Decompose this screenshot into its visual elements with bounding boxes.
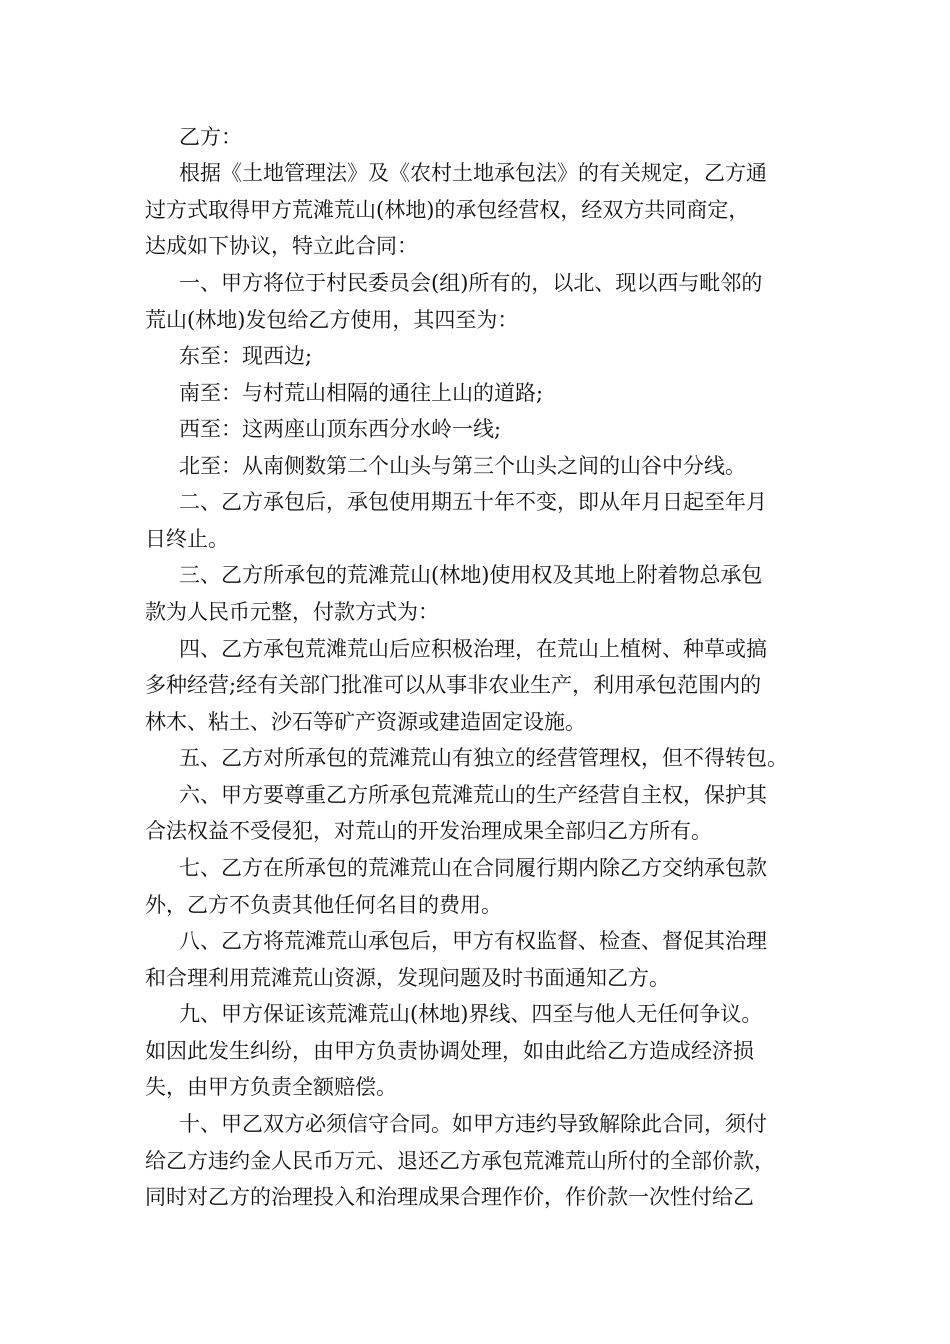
text-line-clause-9: 九、甲方保证该荒滩荒山(林地)界线、四至与他人无任何争议。 xyxy=(179,1002,763,1026)
text-line-clause-8: 八、乙方将荒滩荒山承包后，甲方有权监督、检查、督促其治理 xyxy=(179,929,767,953)
text-line: 和合理利用荒滩荒山资源，发现问题及时书面通知乙方。 xyxy=(145,966,670,990)
text-line: 失，由甲方负责全额赔偿。 xyxy=(145,1075,397,1099)
text-line: 日终止。 xyxy=(145,527,229,551)
text-line-clause-1: 一、甲方将位于村民委员会(组)所有的，以北、现以西与毗邻的 xyxy=(179,271,763,295)
text-line: 达成如下协议，特立此合同： xyxy=(145,234,418,258)
text-line: 过方式取得甲方荒滩荒山(林地)的承包经营权，经双方共同商定， xyxy=(145,198,750,222)
text-line: 合法权益不受侵犯，对荒山的开发治理成果全部归乙方所有。 xyxy=(145,819,712,843)
text-line-clause-7: 七、乙方在所承包的荒滩荒山在合同履行期内除乙方交纳承包款 xyxy=(179,856,767,880)
text-line-clause-2: 二、乙方承包后，承包使用期五十年不变，即从年月日起至年月 xyxy=(179,490,767,514)
text-line-south: 南至：与村荒山相隔的通往上山的道路; xyxy=(179,381,544,405)
text-line-clause-6: 六、甲方要尊重乙方所承包荒滩荒山的生产经营自主权，保护其 xyxy=(179,783,767,807)
text-line: 给乙方违约金人民币万元、退还乙方承包荒滩荒山所付的全部价款， xyxy=(145,1149,775,1173)
text-line: 外，乙方不负责其他任何名目的费用。 xyxy=(145,893,502,917)
text-line: 如因此发生纠纷，由甲方负责协调处理，如由此给乙方造成经济损 xyxy=(145,1039,754,1063)
text-line-yifang: 乙方： xyxy=(179,125,242,149)
text-line-north: 北至：从南侧数第二个山头与第三个山头之间的山谷中分线。 xyxy=(179,454,746,478)
text-line: 多种经营;经有关部门批准可以从事非农业生产，利用承包范围内的 xyxy=(145,673,762,697)
text-line: 根据《土地管理法》及《农村土地承包法》的有关规定，乙方通 xyxy=(179,161,767,185)
text-line: 林木、粘土、沙石等矿产资源或建造固定设施。 xyxy=(145,710,586,734)
text-line-clause-5: 五、乙方对所承包的荒滩荒山有独立的经营管理权，但不得转包。 xyxy=(179,746,788,770)
text-line: 款为人民币元整，付款方式为： xyxy=(145,600,439,624)
text-line-clause-10: 十、甲乙双方必须信守合同。如甲方违约导致解除此合同，须付 xyxy=(179,1112,767,1136)
text-line-clause-3: 三、乙方所承包的荒滩荒山(林地)使用权及其地上附着物总承包 xyxy=(179,563,763,587)
text-line-clause-4: 四、乙方承包荒滩荒山后应积极治理，在荒山上植树、种草或搞 xyxy=(179,637,767,661)
text-line: 荒山(林地)发包给乙方使用，其四至为： xyxy=(145,308,519,332)
text-line-west: 西至：这两座山顶东西分水岭一线; xyxy=(179,417,502,441)
text-line: 同时对乙方的治理投入和治理成果合理作价，作价款一次性付给乙 xyxy=(145,1185,754,1209)
text-line-east: 东至：现西边; xyxy=(179,344,313,368)
